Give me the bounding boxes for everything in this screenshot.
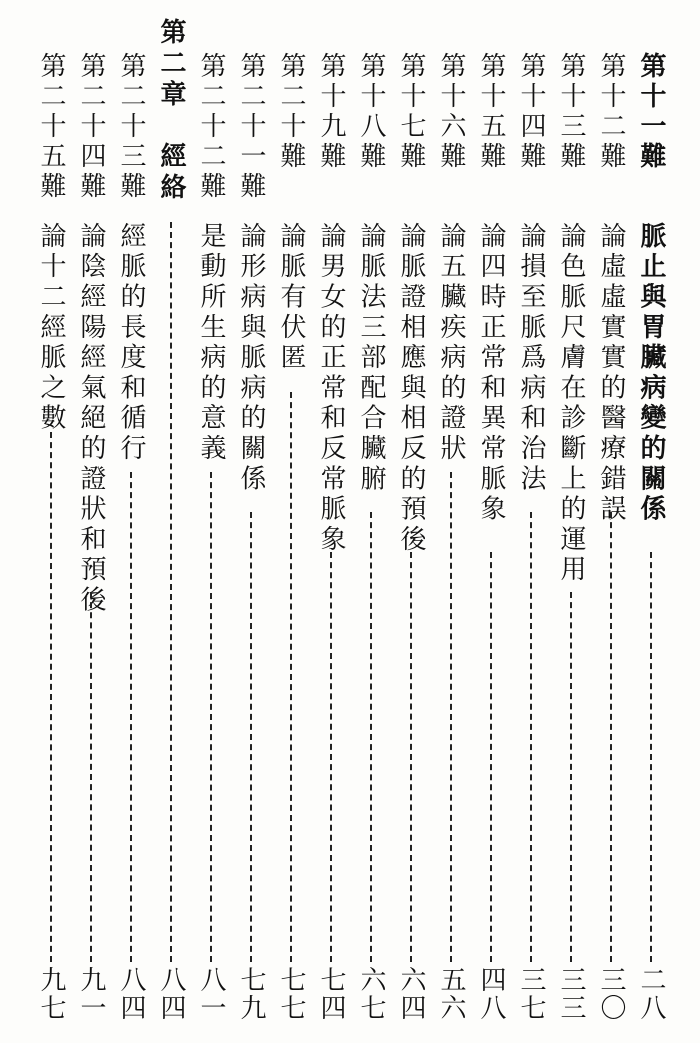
toc-entry-16	[431, 0, 471, 1043]
entry-number: 第十七難	[396, 52, 426, 172]
entry-number: 第二十五難	[36, 52, 66, 202]
entry-page: 七七	[276, 966, 306, 1022]
entry-title: 論損至脈爲病和治法	[516, 222, 546, 495]
leader-dots	[330, 552, 332, 962]
toc-entry-12	[591, 0, 631, 1043]
leader-dots	[250, 512, 252, 962]
entry-number: 第二十一難	[236, 52, 266, 202]
entry-page: 三三	[556, 966, 586, 1022]
toc-entry-25	[31, 0, 71, 1043]
entry-number: 第十九難	[316, 52, 346, 172]
toc-entry-24	[71, 0, 111, 1043]
entry-number: 第二十二難	[196, 52, 226, 202]
toc-entry-11	[631, 0, 671, 1043]
entry-page: 六七	[356, 966, 386, 1022]
entry-page: 六四	[396, 966, 426, 1022]
toc-entry-14	[511, 0, 551, 1043]
entry-page: 四八	[476, 966, 506, 1022]
entry-page: 八四	[116, 966, 146, 1022]
entry-page: 二八	[636, 966, 666, 1022]
entry-title: 脈止與胃臟病變的關係	[636, 222, 666, 525]
entry-number: 第十三難	[556, 52, 586, 172]
leader-dots	[210, 472, 212, 962]
entry-page: 八一	[196, 966, 226, 1022]
entry-page: 三〇	[596, 966, 626, 1022]
entry-number: 第十五難	[476, 52, 506, 172]
leader-dots	[650, 552, 652, 962]
leader-dots	[290, 392, 292, 962]
leader-dots	[410, 552, 412, 962]
toc-entry-13	[551, 0, 591, 1043]
toc-chapter-2	[151, 0, 191, 1043]
entry-number: 第二十難	[276, 52, 306, 172]
entry-title: 論男女的正常和反常脈象	[316, 222, 346, 556]
entry-page: 三七	[516, 966, 546, 1022]
entry-title: 論脈證相應與相反的預後	[396, 222, 426, 556]
leader-dots	[450, 472, 452, 962]
leader-dots	[370, 512, 372, 962]
toc-entry-22	[191, 0, 231, 1043]
leader-dots	[570, 592, 572, 962]
entry-title: 論五臟疾病的證狀	[436, 222, 466, 465]
entry-page: 九一	[76, 966, 106, 1022]
entry-page: 八四	[156, 966, 186, 1022]
toc-entry-20	[271, 0, 311, 1043]
toc-entry-19	[311, 0, 351, 1043]
entry-number: 第十二難	[596, 52, 626, 172]
entry-number: 第十八難	[356, 52, 386, 172]
entry-number: 第十四難	[516, 52, 546, 172]
entry-title: 論脈法三部配合臟腑	[356, 222, 386, 495]
entry-title: 論十二經脈之數	[36, 222, 66, 435]
toc-entry-15	[471, 0, 511, 1043]
entry-title: 論形病與脈病的關係	[236, 222, 266, 495]
entry-page: 七四	[316, 966, 346, 1022]
leader-dots	[610, 512, 612, 962]
entry-title: 論四時正常和異常脈象	[476, 222, 506, 525]
entry-title: 經脈的長度和循行	[116, 222, 146, 465]
entry-title: 論陰經陽經氣絕的證狀和預後	[76, 222, 106, 616]
leader-dots	[490, 552, 492, 962]
entry-number: 第二十四難	[76, 52, 106, 202]
entry-number: 第二十三難	[116, 52, 146, 202]
toc-entry-21	[231, 0, 271, 1043]
toc-entry-23	[111, 0, 151, 1043]
entry-title: 論色脈尺膚在診斷上的運用	[556, 222, 586, 586]
leader-dots	[530, 512, 532, 962]
leader-dots	[170, 222, 172, 962]
entry-number: 第十六難	[436, 52, 466, 172]
entry-title: 論脈有伏匿	[276, 222, 306, 374]
toc-entry-18	[351, 0, 391, 1043]
entry-page: 七九	[236, 966, 266, 1022]
toc-entry-17	[391, 0, 431, 1043]
leader-dots	[50, 432, 52, 962]
entry-page: 五六	[436, 966, 466, 1022]
entry-page: 九七	[36, 966, 66, 1022]
entry-title: 是動所生病的意義	[196, 222, 226, 465]
leader-dots	[90, 592, 92, 962]
leader-dots	[130, 472, 132, 962]
entry-number: 第十一難	[636, 52, 666, 172]
chapter-heading: 第二章 經絡	[156, 18, 186, 204]
entry-title: 論虛虛實實的醫療錯誤	[596, 222, 626, 525]
